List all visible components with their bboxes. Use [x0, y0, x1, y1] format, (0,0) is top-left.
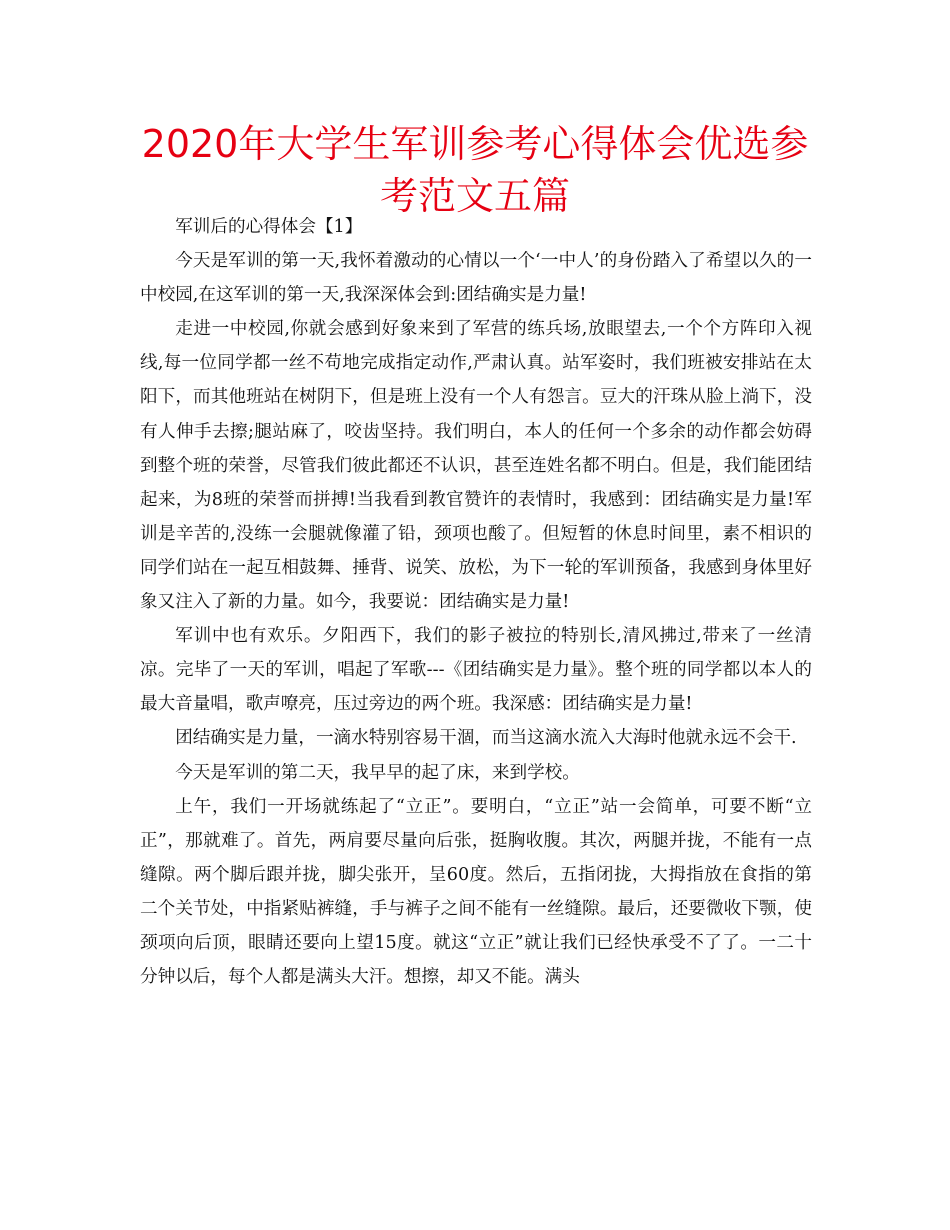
paragraph: 今天是军训的第二天，我早早的起了床，来到学校。	[175, 762, 580, 783]
paragraph: 军训中也有欢乐。夕阳西下，我们的影子被拉的特别长,清风拂过,带来了一丝清凉。完毕了一天的军训，唱起了军歌---《团结确实是力量》。整个班的同学都以本人的最大音量唱，歌声嘹亮，压过旁边的两个班。我深感：团结确实是力量!	[140, 626, 812, 715]
paragraph: 今天是军训的第一天,我怀着激动的心情以一个‘一中人’的身份踏入了希望以久的一中校园,在这军训的第一天,我深深体会到:团结确实是力量!	[140, 251, 812, 306]
document-body	[140, 210, 812, 994]
section-heading: 军训后的心得体会【1】	[175, 217, 363, 237]
paragraph: 走进一中校园,你就会感到好象来到了军营的练兵场,放眼望去,一个个方阵印入视线,每一位同学都一丝不苟地完成指定动作,严肃认真。站军姿时，我们班被安排站在太阳下，而其他班站在树阴下，但是班上没有一个人有怨言。豆大的汗珠从脸上淌下，没有人伸手去擦;腿站麻了，咬齿坚持。我们明白，本人的任何一个多余的动作都会妨碍到整个班的荣誉，尽管我们彼此都还不认识，甚至连姓名都不明白。但是，我们能团结起来，为8班的荣誉而拼搏!当我看到教官赞许的表情时，我感到：团结确实是力量!军训是辛苦的,没练一会腿就像灌了铅，颈项也酸了。但短暂的休息时间里，素不相识的同学们站在一起互相鼓舞、捶背、说笑、放松，为下一轮的军训预备，我感到身体里好象又注入了新的力量。如今，我要说：团结确实是力量!	[140, 319, 812, 613]
paragraph: 团结确实是力量，一滴水特别容易干涸，而当这滴水流入大海时他就永远不会干.	[175, 728, 797, 749]
paragraph: 上午，我们一开场就练起了“立正”。要明白，“立正”站一会简单，可要不断“立正”，那就难了。首先，两肩要尽量向后张，挺胸收腹。其次，两腿并拢，不能有一点缝隙。两个脚后跟并拢，脚尖张开，呈60度。然后，五指闭拢，大拇指放在食指的第二个关节处，中指紧贴裤缝，手与裤子之间不能有一丝缝隙。最后，还要微收下颚，使颈项向后顶，眼睛还要向上望15度。就这“立正”就让我们已经快承受不了了。一二十分钟以后，每个人都是满头大汗。想擦，却又不能。满头	[140, 796, 812, 988]
document-title: 2020年大学生军训参考心得体会优选参考范文五篇	[141, 122, 809, 218]
